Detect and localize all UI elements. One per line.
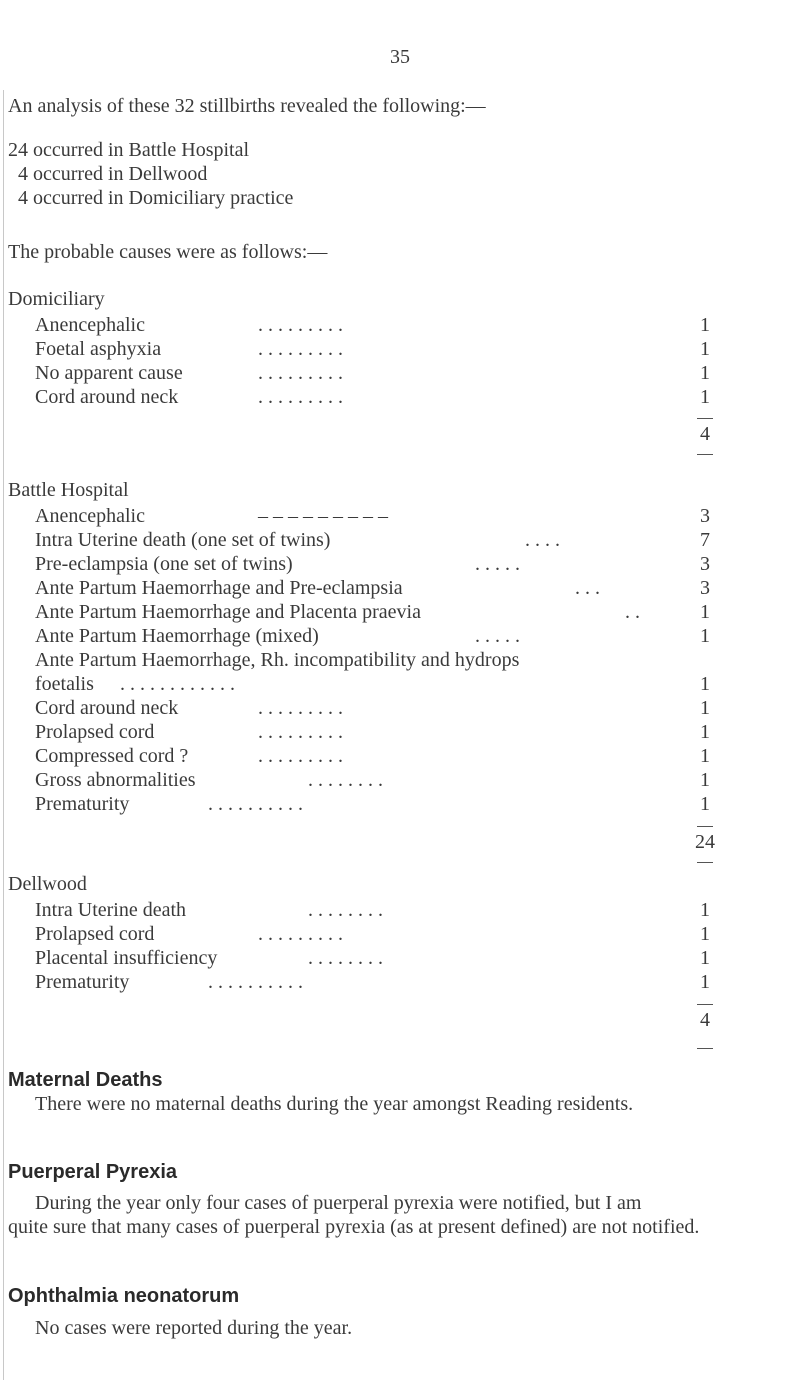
cause-label: Foetal asphyxia — [35, 338, 162, 360]
intro-text: An analysis of these 32 stillbirths revealed the following:— — [8, 95, 486, 117]
section-total: 4 — [700, 423, 710, 445]
section-title-dellwood: Dellwood — [8, 873, 87, 895]
dot-leader: . . . . . . . . . . . . — [120, 673, 235, 695]
dot-leader: . . . . . . . . . — [258, 386, 343, 408]
total-rule — [697, 862, 713, 863]
cause-label: Prolapsed cord — [35, 721, 155, 743]
dot-leader: . . . . . . . . . — [258, 697, 343, 719]
dot-leader: . . . . . . . . — [308, 899, 383, 921]
cause-label: Prematurity — [35, 793, 130, 815]
cause-count: 1 — [700, 899, 710, 921]
puerperal-pyrexia-heading: Puerperal Pyrexia — [8, 1161, 177, 1183]
cause-count: 1 — [700, 947, 710, 969]
dot-leader: . . . . . . . . . — [258, 745, 343, 767]
cause-label: Prematurity — [35, 971, 130, 993]
cause-label: Ante Partum Haemorrhage and Pre-eclampsia — [35, 577, 403, 599]
cause-label: Cord around neck — [35, 697, 179, 719]
cause-label: Ante Partum Haemorrhage (mixed) — [35, 625, 319, 647]
maternal-deaths-heading: Maternal Deaths — [8, 1069, 163, 1091]
location-line: 24 occurred in Battle Hospital — [8, 139, 250, 161]
cause-count: 1 — [700, 386, 710, 408]
total-rule — [697, 1004, 713, 1005]
section-total: 24 — [695, 831, 715, 853]
cause-count: 3 — [700, 553, 710, 575]
cause-count: 3 — [700, 505, 710, 527]
total-rule — [697, 826, 713, 827]
dot-leader: . . . . . . . . — [308, 769, 383, 791]
cause-count: 1 — [700, 721, 710, 743]
cause-count: 1 — [700, 625, 710, 647]
location-line: 4 occurred in Dellwood — [18, 163, 208, 185]
cause-count: 1 — [700, 745, 710, 767]
cause-count: 1 — [700, 769, 710, 791]
cause-label: Ante Partum Haemorrhage and Placenta praevia — [35, 601, 421, 623]
page-number: 35 — [390, 46, 410, 68]
dot-leader: . . . . . . . . . — [258, 923, 343, 945]
dot-leader: . . . . . . . . . — [258, 721, 343, 743]
cause-count: 1 — [700, 697, 710, 719]
cause-label: Compressed cord ? — [35, 745, 189, 767]
cause-label: Ante Partum Haemorrhage, Rh. incompatibility and hydrops — [35, 649, 520, 671]
cause-label: Anencephalic — [35, 314, 145, 336]
cause-count: 1 — [700, 673, 710, 695]
dot-leader: . . . . . . . . . . — [208, 793, 303, 815]
maternal-deaths-text: There were no maternal deaths during the year amongst Reading residents. — [35, 1093, 634, 1115]
location-line: 4 occurred in Domiciliary practice — [18, 187, 294, 209]
cause-count: 1 — [700, 923, 710, 945]
cause-label: No apparent cause — [35, 362, 183, 384]
total-rule — [697, 1048, 713, 1049]
cause-label: foetalis — [35, 673, 94, 695]
section-total: 4 — [700, 1009, 710, 1031]
total-rule — [697, 418, 713, 419]
cause-count: 1 — [700, 601, 710, 623]
section-title-domiciliary: Domiciliary — [8, 288, 105, 310]
dot-leader: . . . . . . . . — [308, 947, 383, 969]
dot-leader: . . . . . — [475, 625, 520, 647]
cause-count: 1 — [700, 971, 710, 993]
cause-label: Placental insufficiency — [35, 947, 218, 969]
cause-count: 1 — [700, 793, 710, 815]
page-edge-line — [3, 90, 4, 1380]
cause-count: 1 — [700, 314, 710, 336]
puerperal-pyrexia-text: quite sure that many cases of puerperal pyrexia (as at present defined) are not notified. — [8, 1216, 700, 1238]
cause-label: Anencephalic — [35, 505, 145, 527]
cause-label: Intra Uterine death (one set of twins) — [35, 529, 331, 551]
dot-leader: . . . — [575, 577, 600, 599]
cause-label: Prolapsed cord — [35, 923, 155, 945]
dot-leader: . . . . . . . . . — [258, 314, 343, 336]
cause-label: Intra Uterine death — [35, 899, 187, 921]
cause-count: 1 — [700, 338, 710, 360]
dot-leader: . . . . . . . . . — [258, 362, 343, 384]
causes-intro: The probable causes were as follows:— — [8, 241, 328, 263]
dot-leader: . . . . . . . . . . — [208, 971, 303, 993]
cause-label: Gross abnormalities — [35, 769, 196, 791]
puerperal-pyrexia-text: During the year only four cases of puerperal pyrexia were notified, but I am — [35, 1192, 642, 1214]
dash-leader: – – – – – – – – – — [258, 505, 388, 527]
dot-leader: . . . . — [525, 529, 560, 551]
dot-leader: . . . . . — [475, 553, 520, 575]
cause-label: Pre-eclampsia (one set of twins) — [35, 553, 293, 575]
cause-label: Cord around neck — [35, 386, 179, 408]
ophthalmia-heading: Ophthalmia neonatorum — [8, 1285, 240, 1307]
dot-leader: . . — [625, 601, 640, 623]
cause-count: 7 — [700, 529, 710, 551]
section-title-battle-hospital: Battle Hospital — [8, 479, 129, 501]
cause-count: 1 — [700, 362, 710, 384]
total-rule — [697, 454, 713, 455]
cause-count: 3 — [700, 577, 710, 599]
dot-leader: . . . . . . . . . — [258, 338, 343, 360]
ophthalmia-text: No cases were reported during the year. — [35, 1317, 353, 1339]
